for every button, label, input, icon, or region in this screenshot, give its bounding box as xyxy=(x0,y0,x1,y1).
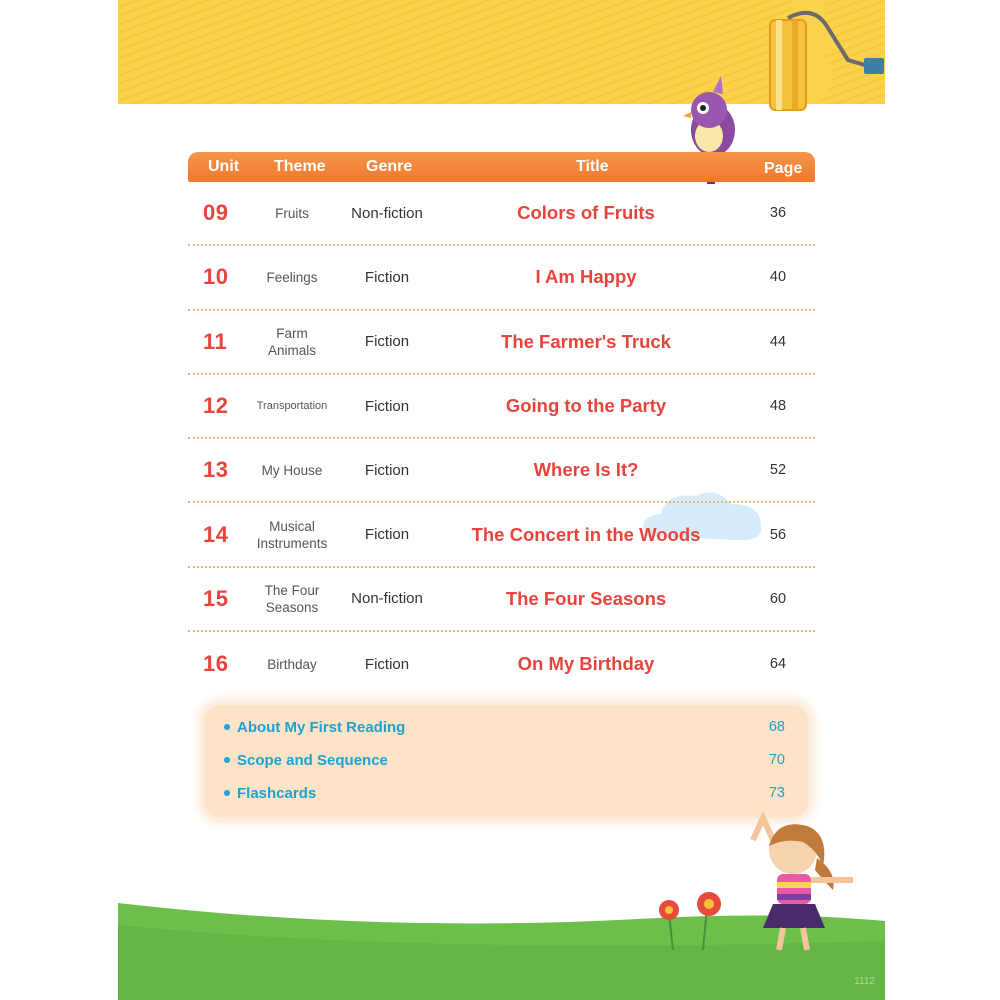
unit-title: I Am Happy xyxy=(535,266,637,288)
appendix-label: Flashcards xyxy=(237,785,317,802)
header-unit: Unit xyxy=(208,158,240,175)
table-row[interactable] xyxy=(188,246,815,310)
unit-number: 11 xyxy=(203,328,228,354)
appendix-page: 70 xyxy=(768,752,785,768)
unit-title: Where Is It? xyxy=(533,459,639,481)
unit-title: On My Birthday xyxy=(517,653,655,675)
unit-genre: Fiction xyxy=(364,655,410,673)
table-of-contents-page xyxy=(118,0,885,1000)
table-row[interactable] xyxy=(188,375,815,439)
table-header xyxy=(188,152,815,182)
unit-page: 40 xyxy=(769,269,787,286)
header-genre: Genre xyxy=(366,158,413,175)
unit-number: 10 xyxy=(203,264,229,290)
bullet-icon xyxy=(224,724,230,730)
unit-theme: Farm Animals xyxy=(267,325,316,358)
unit-title: The Farmer's Truck xyxy=(501,330,671,352)
appendix-box xyxy=(204,705,808,817)
unit-theme: Fruits xyxy=(275,205,309,221)
appendix-item-about[interactable] xyxy=(224,719,794,743)
unit-title: The Four Seasons xyxy=(505,587,667,609)
unit-number: 14 xyxy=(203,521,229,547)
table-row[interactable] xyxy=(188,568,815,632)
unit-genre: Non-fiction xyxy=(351,204,423,222)
unit-title: Going to the Party xyxy=(505,395,667,417)
unit-genre: Non-fiction xyxy=(351,590,423,608)
unit-number: 15 xyxy=(203,585,229,611)
flowers-icon xyxy=(653,890,733,960)
unit-genre: Fiction xyxy=(364,397,410,415)
unit-page: 48 xyxy=(769,398,787,415)
unit-genre: Fiction xyxy=(364,526,410,544)
unit-number: 12 xyxy=(203,393,229,419)
unit-title: Colors of Fruits xyxy=(517,202,655,224)
header-page: Page xyxy=(764,160,803,177)
appendix-item-flashcards[interactable] xyxy=(224,785,794,809)
paint-roller-icon xyxy=(768,8,885,118)
bullet-icon xyxy=(224,790,230,796)
appendix-label: Scope and Sequence xyxy=(237,752,388,769)
unit-theme: Musical Instruments xyxy=(256,518,328,551)
unit-theme: My House xyxy=(261,462,323,478)
table-row[interactable] xyxy=(188,632,815,696)
unit-number: 09 xyxy=(203,200,229,226)
unit-title: The Concert in the Woods xyxy=(471,523,701,545)
unit-genre: Fiction xyxy=(364,268,410,286)
unit-page: 60 xyxy=(769,590,787,607)
girl-character-icon xyxy=(733,810,873,960)
table-row[interactable] xyxy=(188,439,815,503)
bullet-icon xyxy=(224,757,230,763)
table-row[interactable] xyxy=(188,182,815,246)
unit-number: 16 xyxy=(203,651,229,677)
table-row[interactable] xyxy=(188,311,815,375)
unit-theme: Feelings xyxy=(266,269,318,285)
unit-theme: Transportation xyxy=(256,399,328,412)
unit-page: 44 xyxy=(769,333,787,350)
unit-page: 64 xyxy=(769,656,787,673)
unit-page: 56 xyxy=(769,526,787,543)
unit-page: 52 xyxy=(769,462,787,479)
appendix-item-scope[interactable] xyxy=(224,752,794,776)
unit-genre: Fiction xyxy=(364,333,410,351)
unit-theme: Birthday xyxy=(267,656,317,672)
appendix-page: 73 xyxy=(768,785,785,801)
appendix-label: About My First Reading xyxy=(237,719,406,736)
page-number: 1112 xyxy=(854,976,875,987)
units-table xyxy=(188,182,815,696)
unit-genre: Fiction xyxy=(364,461,410,479)
unit-theme: The Four Seasons xyxy=(264,582,320,615)
table-row[interactable] xyxy=(188,503,815,567)
header-title: Title xyxy=(576,158,609,175)
appendix-page: 68 xyxy=(768,719,785,735)
unit-page: 36 xyxy=(769,205,787,222)
header-theme: Theme xyxy=(274,158,326,175)
unit-number: 13 xyxy=(203,457,229,483)
